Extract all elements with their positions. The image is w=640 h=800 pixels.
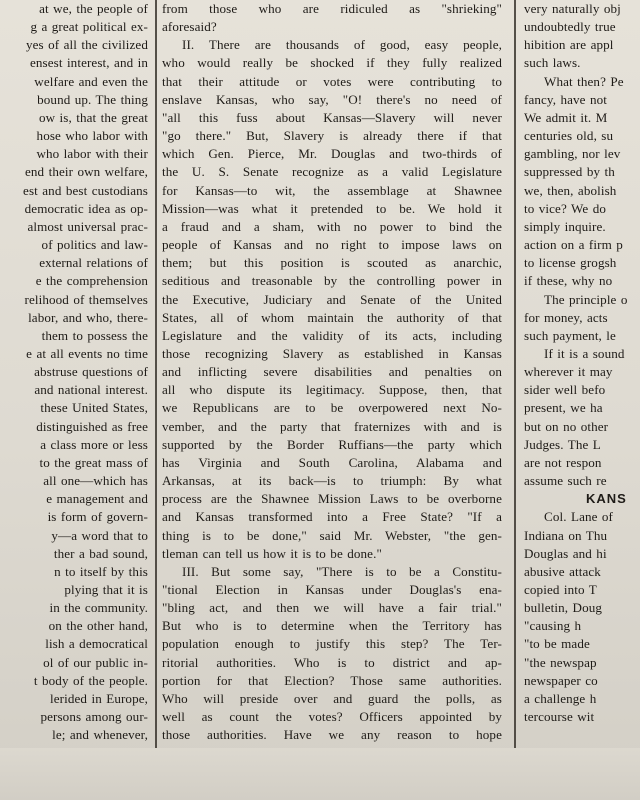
left-column-line: e management and bbox=[46, 491, 148, 507]
left-column-line: n to itself by this bbox=[54, 563, 148, 579]
right-column-line: such payment, le bbox=[524, 327, 616, 343]
right-column-line: such laws. bbox=[524, 55, 581, 71]
left-column-line: relihood of themselves bbox=[24, 291, 148, 307]
left-column-line: ol of our public in- bbox=[43, 654, 148, 670]
right-column-line: tercourse wit bbox=[524, 709, 595, 725]
left-column-line: le; and whenever, bbox=[52, 727, 148, 743]
right-column-line: but on no other bbox=[524, 418, 609, 434]
right-column-line: wherever it may bbox=[524, 364, 613, 380]
right-column-line: bulletin, Doug bbox=[524, 600, 603, 616]
center-column-line: has Virginia and South Carolina, Alabama and bbox=[162, 454, 502, 470]
center-column-line: "all this fuss about Kansas—Slavery will never bbox=[162, 109, 502, 125]
center-column-line: Legislature and the validity of its acts, including bbox=[162, 327, 502, 343]
right-column-line: suppressed by th bbox=[524, 164, 615, 180]
right-column-line: "the newspap bbox=[524, 654, 597, 670]
right-column-line: Douglas and hi bbox=[524, 545, 607, 561]
center-column-line: those recognizing Slavery as established in Kansas bbox=[162, 345, 502, 361]
left-column-line: almost universal prac- bbox=[27, 218, 148, 234]
center-column-line: Arkansas, at its back—is to triumph: By what bbox=[162, 473, 502, 489]
left-column-line: hose who labor with bbox=[36, 128, 148, 144]
center-column-line: well as count the votes? Officers appointed by bbox=[162, 709, 502, 725]
left-column-line: external relations of bbox=[39, 255, 148, 271]
left-column-line: at we, the people of bbox=[39, 1, 148, 16]
center-column-line: ritorial authorities. Who is to district and ap- bbox=[162, 654, 502, 670]
left-column-line: plying that it is bbox=[64, 582, 148, 597]
center-column-line: the Executive, Judiciary and Senate of the United bbox=[162, 291, 502, 307]
right-column-line: "to be made bbox=[524, 636, 590, 652]
column-rule-left bbox=[155, 0, 157, 748]
center-column-line: "tional Election in Kansas under Douglas's ena- bbox=[162, 582, 502, 597]
left-column-line: ow is, that the great bbox=[38, 109, 148, 125]
left-column-line: e the comprehension bbox=[35, 273, 148, 289]
left-column-line: abstruse questions of bbox=[34, 364, 148, 380]
left-column-line: yes of all the civilized bbox=[25, 37, 148, 53]
center-column-line: all who dispute its legitimacy. Suppose, then, that bbox=[162, 382, 502, 398]
right-column-line: If it is a sound bbox=[544, 345, 625, 361]
right-column-line: centuries old, su bbox=[524, 128, 614, 144]
right-column-line: action on a firm p bbox=[524, 237, 623, 253]
center-column-line: seditious and treasonable by the controlling power in bbox=[162, 273, 502, 289]
right-column-line: Col. Lane of bbox=[544, 509, 614, 525]
center-column bbox=[162, 0, 502, 748]
left-column-line: ensest interest, and in bbox=[29, 55, 148, 71]
left-column-line: e at all events no time bbox=[26, 345, 148, 361]
left-column-line: g a great political ex- bbox=[30, 19, 148, 35]
left-column-line: is form of govern- bbox=[47, 509, 148, 525]
left-column-line: to the great mass of bbox=[39, 454, 148, 470]
right-column-line: to license grogsh bbox=[524, 255, 617, 271]
center-column-line: for Kansas—to wit, the assemblage at Shawnee bbox=[162, 182, 502, 198]
right-column-line: gambling, nor lev bbox=[524, 146, 621, 162]
left-column-line: ther a bad sound, bbox=[53, 545, 148, 561]
right-column bbox=[524, 0, 640, 748]
right-column-line: The principle o bbox=[544, 291, 628, 307]
right-column-line: We admit it. M bbox=[524, 109, 608, 125]
right-column-line: present, we ha bbox=[524, 400, 603, 416]
center-column-line: and inflicting severe disabilities and penalties on bbox=[162, 364, 502, 380]
center-column-line: people of Kansas and no right to impose laws on bbox=[162, 237, 502, 253]
left-column-line: labor, and who, there- bbox=[28, 309, 148, 325]
center-column-line: that their attitude or votes were contributing to bbox=[162, 73, 502, 89]
right-column-line: newspaper co bbox=[524, 672, 598, 688]
page-bottom-margin bbox=[0, 748, 640, 800]
right-column-line: hibition are appl bbox=[524, 37, 614, 53]
center-column-line: States, all of whom maintain the authority of that bbox=[162, 309, 502, 325]
right-column-line: fancy, have not bbox=[524, 91, 607, 107]
left-column-line: lish a democratical bbox=[45, 636, 148, 652]
right-column-line: Indiana on Thu bbox=[524, 527, 608, 543]
right-column-line: assume such re bbox=[524, 473, 607, 489]
column-rule-right bbox=[514, 0, 516, 748]
left-column-line: who labor with their bbox=[36, 146, 148, 162]
right-column-line: are not respon bbox=[524, 454, 602, 470]
right-column-line: "causing h bbox=[524, 618, 582, 634]
left-column bbox=[0, 0, 150, 748]
center-column-line: tleman can tell us how it is to be done." bbox=[162, 545, 382, 561]
center-column-line: from those who are ridiculed as "shrieking" bbox=[162, 1, 502, 16]
right-column-line: What then? Pe bbox=[544, 73, 624, 89]
center-column-line: III. But some say, "There is to be a Constitu- bbox=[182, 563, 502, 579]
center-column-line: "bling act, and then we will have a fair trial." bbox=[162, 600, 502, 616]
left-column-line: bound up. The thing bbox=[37, 91, 148, 107]
center-column-line: the U. S. Senate recognize as a valid Legislature bbox=[162, 164, 502, 180]
center-column-line: But who is to determine when the Territory has bbox=[162, 618, 502, 634]
right-column-line: copied into T bbox=[524, 582, 597, 597]
left-column-line: of politics and law- bbox=[41, 237, 148, 253]
left-column-line: a class more or less bbox=[40, 436, 148, 452]
right-column-line: very naturally obj bbox=[524, 1, 621, 16]
left-column-line: on the other hand, bbox=[48, 618, 148, 634]
left-column-line: these United States, bbox=[40, 400, 148, 416]
center-column-line: thing is to be done," said Mr. Webster, "the gen- bbox=[162, 527, 502, 543]
left-column-line: in the community. bbox=[49, 600, 148, 616]
left-column-line: them to possess the bbox=[41, 327, 148, 343]
center-column-line: who would really be shocked if they fully realized bbox=[162, 55, 502, 71]
center-column-line: them; but this position is scouted as anarchic, bbox=[162, 255, 502, 271]
center-column-line: vember, and the party that fraternizes with and is bbox=[162, 418, 502, 434]
left-column-line: lerided in Europe, bbox=[50, 690, 148, 706]
center-column-line: we Republicans are to be overpowered next No- bbox=[162, 400, 502, 416]
right-column-line: abusive attack bbox=[524, 563, 601, 579]
center-column-line: Mission—was what it pretended to be. We hold it bbox=[162, 200, 502, 216]
center-column-line: process are the Shawnee Mission Laws to be overborne bbox=[162, 491, 502, 507]
left-column-line: persons among our- bbox=[40, 709, 148, 725]
right-column-line: Judges. The L bbox=[524, 436, 601, 452]
left-column-line: est and best custodians bbox=[23, 182, 148, 198]
left-column-line: t body of the people. bbox=[33, 672, 148, 688]
section-headline: KANS bbox=[586, 491, 627, 507]
center-column-line: Who will preside over and guard the polls, as bbox=[162, 690, 502, 706]
right-column-line: for money, acts bbox=[524, 309, 608, 325]
left-column-line: all one—which has bbox=[43, 473, 148, 489]
center-column-line: supported by the Border Ruffians—the party which bbox=[162, 436, 502, 452]
center-column-line: and Kansas transformed into a Free State? "If a bbox=[162, 509, 502, 525]
right-column-line: undoubtedly true bbox=[524, 19, 616, 35]
center-column-line: those authorities. Have we any reason to hope bbox=[162, 727, 502, 743]
center-column-line: population enough to justify this step? The Ter- bbox=[162, 636, 502, 652]
right-column-line: simply inquire. bbox=[524, 218, 606, 234]
center-column-line: portion for that Election? Those same authorities. bbox=[162, 672, 502, 688]
left-column-line: end their own welfare, bbox=[25, 164, 148, 180]
right-column-line: sider well befo bbox=[524, 382, 606, 398]
right-column-line: we, then, abolish bbox=[524, 182, 617, 198]
left-column-line: distinguished as free bbox=[36, 418, 148, 434]
center-column-line: which Gen. Pierce, Mr. Douglas and two-thirds of bbox=[162, 146, 502, 162]
center-column-line: II. There are thousands of good, easy people, bbox=[182, 37, 502, 53]
left-column-line: and national interest. bbox=[34, 382, 148, 398]
center-column-line: a fraud and a sham, with no power to bind the bbox=[162, 218, 502, 234]
center-column-line: enslave Kansas, who say, "O! there's no need of bbox=[162, 91, 502, 107]
left-column-line: democratic idea as op- bbox=[24, 200, 148, 216]
left-column-line: y—a word that to bbox=[51, 527, 148, 543]
right-column-line: to vice? We do bbox=[524, 200, 607, 216]
left-column-line: welfare and even the bbox=[34, 73, 148, 89]
right-column-line: if these, why no bbox=[524, 273, 613, 289]
center-column-line: aforesaid? bbox=[162, 19, 217, 35]
right-column-line: a challenge h bbox=[524, 690, 597, 706]
center-column-line: "go there." But, Slavery is already there if that bbox=[162, 128, 502, 144]
